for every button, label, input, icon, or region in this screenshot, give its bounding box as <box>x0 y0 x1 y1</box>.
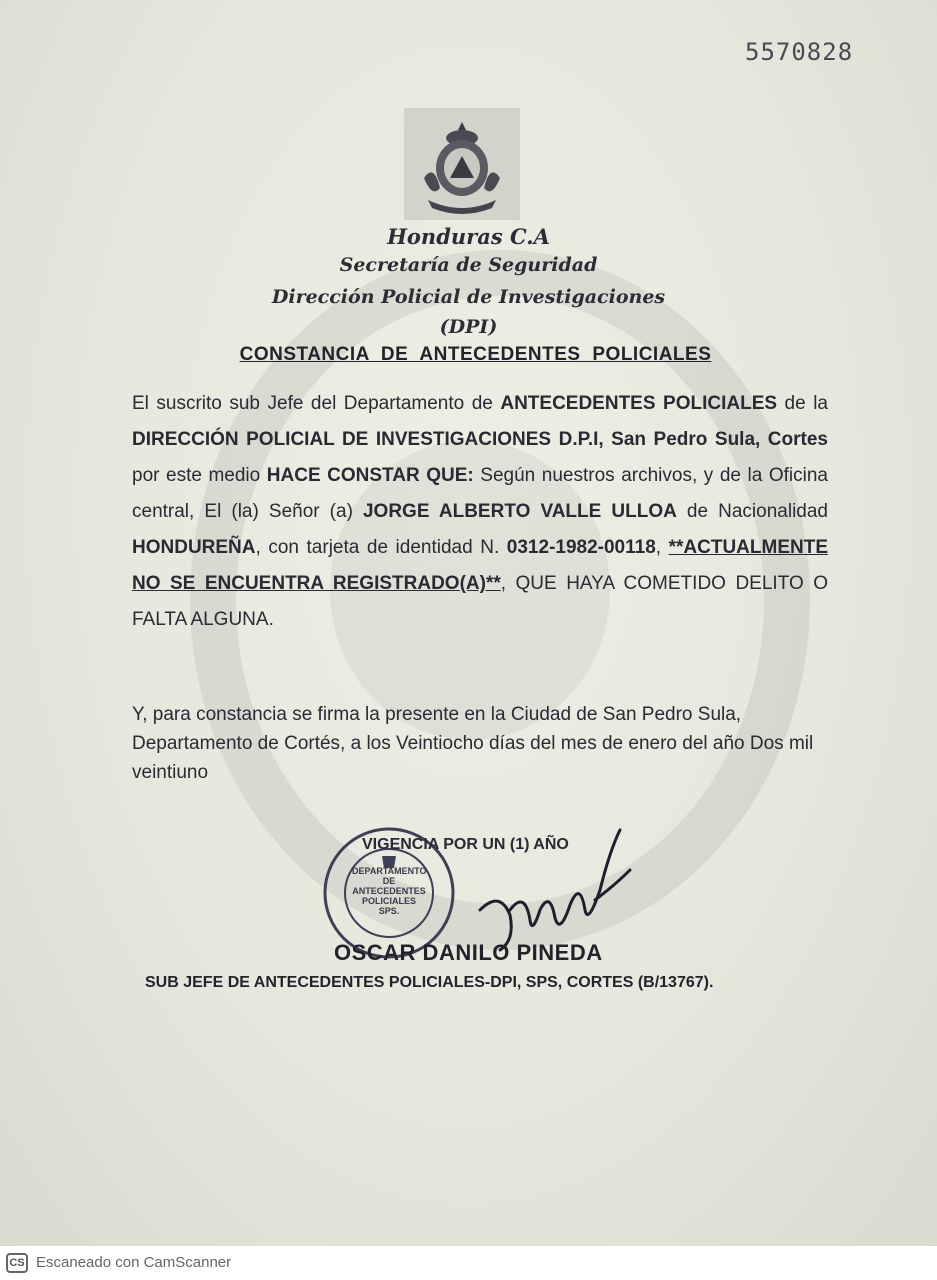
coat-of-arms-icon <box>404 108 520 220</box>
body-text-segment: Según nuestros archivos, y de la Oficina central, El (la) Señor (a) <box>132 465 828 522</box>
signer-name: OSCAR DANILO PINEDA <box>334 940 603 965</box>
header-ministry: Secretaría de Seguridad <box>339 254 598 276</box>
header-country: Honduras C.A <box>387 224 550 249</box>
body-bold-segment: DIRECCIÓN POLICIAL DE INVESTIGACIONES D.P.I, San Pedro Sula, Cortes <box>132 429 828 450</box>
certificate-body <box>132 386 828 638</box>
serial-number: 5570828 <box>745 38 854 66</box>
scanner-label: Escaneado con CamScanner <box>36 1254 232 1271</box>
nationality: HONDUREÑA <box>132 537 256 558</box>
seal-line: SPS. <box>378 906 400 916</box>
seal-line: DEPARTAMENTO DE <box>352 866 427 886</box>
body-text-segment: de Nacionalidad <box>676 501 828 522</box>
record-status: **ACTUALMENTE NO SE ENCUENTRA REGISTRADO(A)** <box>132 537 829 594</box>
body-text-segment: , QUE HAYA COMETIDO DELITO O FALTA ALGUNA. <box>132 573 828 630</box>
seal-line: ANTECEDENTES <box>352 886 426 896</box>
body-text-segment: , con tarjeta de identidad N. <box>255 537 507 558</box>
validity-statement: VIGENCIA POR UN (1) AÑO <box>362 836 569 853</box>
body-bold-segment: ANTECEDENTES POLICIALES <box>500 393 778 414</box>
header-directorate: Dirección Policial de Investigaciones <box>271 286 666 308</box>
id-number: 0312-1982-00118 <box>506 537 656 558</box>
body-text-segment: por este medio <box>132 465 267 486</box>
signer-title: SUB JEFE DE ANTECEDENTES POLICIALES-DPI, SPS, CORTES (B/13767). <box>145 974 714 991</box>
body-bold-segment: HACE CONSTAR QUE: <box>266 465 474 486</box>
camscanner-logo-icon: CS <box>6 1253 28 1273</box>
person-name: JORGE ALBERTO VALLE ULLOA <box>362 501 677 522</box>
body-text-segment: , <box>655 537 669 558</box>
header-acronym: (DPI) <box>439 316 498 338</box>
seal-text <box>352 866 426 916</box>
closing-paragraph: Y, para constancia se firma la presente en la Ciudad de San Pedro Sula, Departamento de Cortés, a los Veintiocho días del mes de enero del año Dos mil veintiuno <box>132 704 814 783</box>
signature-icon <box>470 810 640 960</box>
seal-line: POLICIALES <box>361 896 416 906</box>
scanner-footer <box>0 1246 937 1280</box>
body-text-segment: El suscrito sub Jefe del Departamento de <box>132 393 501 414</box>
document-title: CONSTANCIA DE ANTECEDENTES POLICIALES <box>239 344 712 365</box>
body-text-segment: de la <box>777 393 828 414</box>
